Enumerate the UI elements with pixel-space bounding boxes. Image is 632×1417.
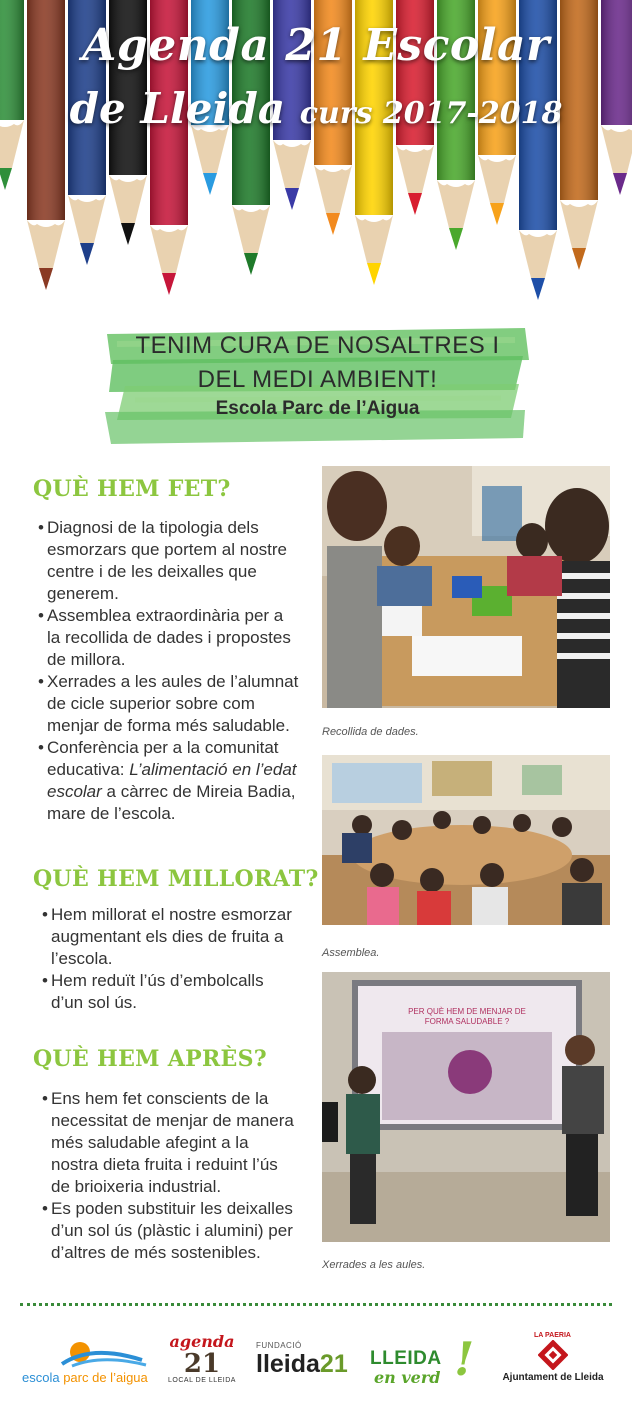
heading-que-hem-fet: QUÈ HEM FET? (33, 476, 231, 502)
logo-agenda-21 (166, 1333, 238, 1393)
banner-line-1: TENIM CURA DE NOSALTRES I (135, 332, 500, 359)
logo-ajuntament-de-lleida (498, 1332, 608, 1392)
logo2-agenda: agenda (169, 1332, 235, 1351)
heading-que-hem-apres: QUÈ HEM APRÈS? (33, 1046, 267, 1072)
logo5-la-paeria: LA PAERIA (534, 1332, 571, 1339)
heading-que-hem-millorat: QUÈ HEM MILLORAT? (33, 866, 319, 892)
photo-recollida-de-dades (322, 466, 610, 708)
title-banner (105, 300, 530, 450)
list-item-text: Conferència per a la comunitat educativa: (47, 738, 279, 779)
photo-assemblea (322, 755, 610, 925)
title-place: de Lleida (69, 84, 286, 133)
logo2-subtitle: LOCAL DE LLEIDA (168, 1377, 236, 1384)
page-title-line2 (0, 84, 632, 133)
logo3-fundacio: FUNDACIÓ (256, 1341, 302, 1350)
caption-photo-3: Xerrades a les aules. (322, 1259, 426, 1271)
water-drop-icon (22, 1338, 152, 1368)
logo3-lleida: lleida (256, 1350, 320, 1378)
list-item: • Hem reduït l’ús d’embolcalls d’un sol ús. (42, 970, 296, 1014)
caption-photo-2: Assemblea. (322, 947, 380, 959)
leaf-exclamation-icon: ! (454, 1332, 475, 1386)
logo3-num: 21 (319, 1350, 348, 1378)
list-item: • Ens hem fet conscients de la necessitat de menjar de manera més saludable afegint a la nostra dieta fruita i reduint l’ús de brioixeria industrial. (42, 1088, 298, 1198)
logo4-en-verd: en verd (374, 1368, 441, 1387)
list-item (38, 737, 300, 825)
logo-fundacio-lleida21 (256, 1341, 356, 1385)
list-item: • Assemblea extraordinària per a la recollida de dades i propostes de millora. (38, 605, 300, 671)
logo-lleida-en-verd (370, 1332, 485, 1388)
list-item: • Hem millorat el nostre esmorzar augmentant els dies de fruita a l’escola. (42, 904, 296, 970)
page-title-line1: Agenda 21 Escolar (82, 20, 550, 71)
list-que-hem-fet (38, 517, 300, 825)
list-que-hem-millorat (42, 904, 296, 1014)
logo5-ajuntament: Ajuntament de Lleida (502, 1372, 604, 1383)
logo1-text (22, 1370, 148, 1385)
list-que-hem-apres (42, 1088, 298, 1264)
footer-divider (20, 1303, 612, 1306)
city-crest-icon (538, 1340, 568, 1370)
slide-text-line2: FORMA SALUDABLE ? (424, 1017, 510, 1026)
banner-line-2: DEL MEDI AMBIENT! (197, 366, 438, 393)
list-item: • Diagnosi de la tipologia dels esmorzars que portem al nostre centre i de les deixalles que generem. (38, 517, 300, 605)
conference-title: L’alimentació en l’edat escolar (47, 760, 297, 801)
photo-xerrades-a-les-aules (322, 972, 610, 1242)
title-course: curs 2017-2018 (299, 96, 563, 131)
school-name: Escola Parc de l’Aigua (215, 398, 420, 419)
logo4-lleida: LLEIDA (370, 1348, 442, 1369)
list-item: • Xerrades a les aules de l’alumnat de cicle superior sobre com menjar de forma més saludable. (38, 671, 300, 737)
logo3-text (256, 1350, 356, 1378)
logo2-number: 21 (183, 1349, 221, 1379)
list-item-text: a càrrec de Mireia Badia, mare de l’escola. (47, 782, 296, 823)
caption-photo-1: Recollida de dades. (322, 726, 419, 738)
logo1-word-parc: parc de l’aigua (63, 1370, 148, 1385)
logo-escola-parc-de-laigua (22, 1338, 152, 1390)
logo1-word-escola: escola (22, 1370, 64, 1385)
list-item: • Es poden substituir les deixalles d’un sol ús (plàstic i alumini) per d’altres de més sostenibles. (42, 1198, 298, 1264)
slide-text-line1: PER QUÈ HEM DE MENJAR DE (408, 1007, 526, 1016)
